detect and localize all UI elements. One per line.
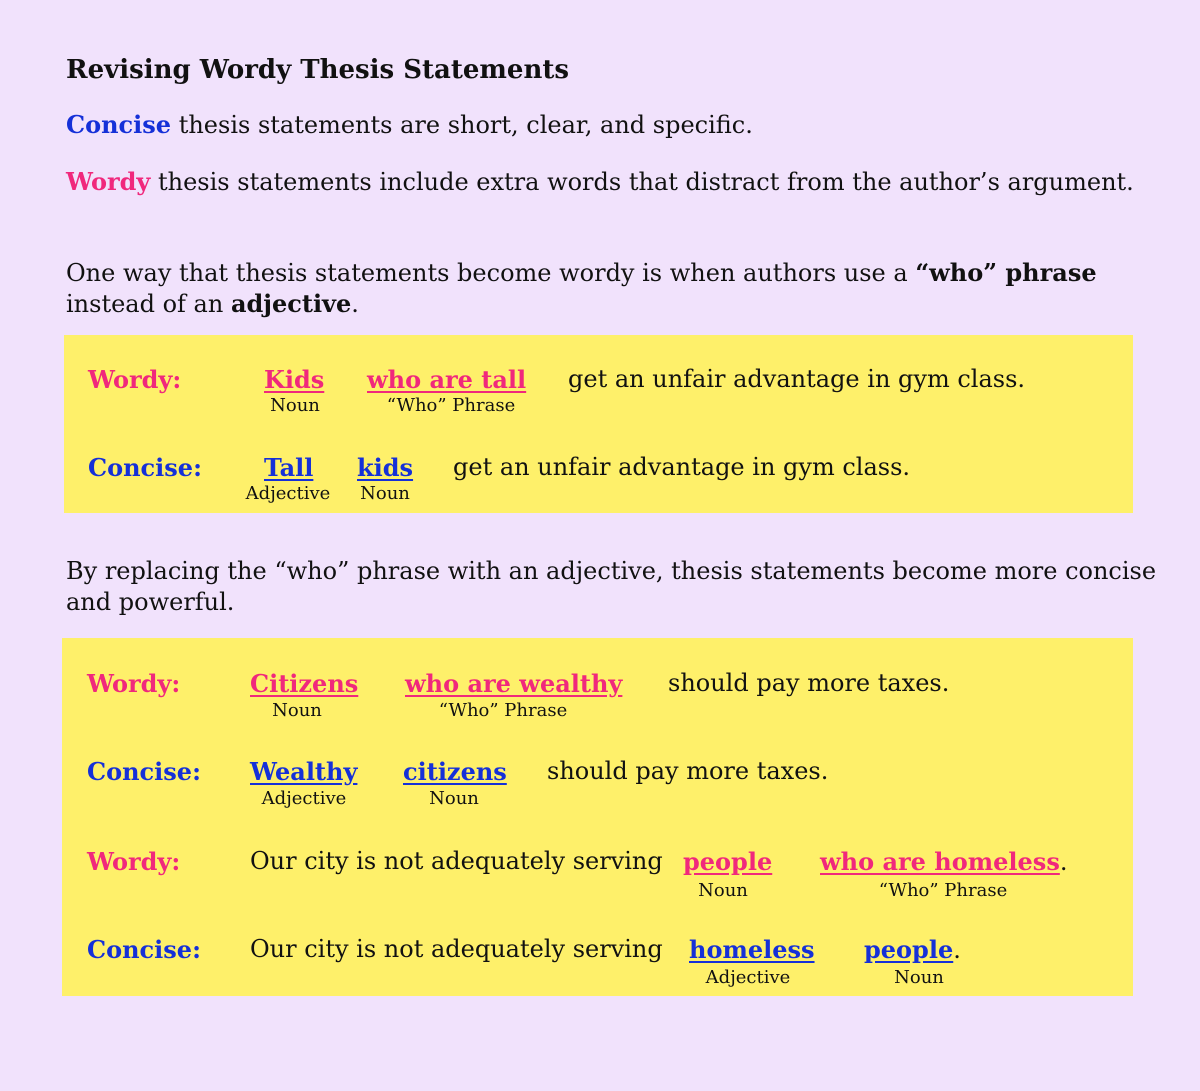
concise-adjective-word: homeless — [689, 935, 815, 964]
intro-line-2 — [66, 289, 359, 318]
concise-label: Concise: — [87, 935, 201, 964]
wordy-noun-word: Citizens — [250, 669, 359, 698]
sentence-lead: Our city is not adequately serving — [250, 935, 663, 963]
middle-line-1: By replacing the “who” phrase with an adjective, thesis statements become more concise — [66, 557, 1157, 585]
noun-caption: Noun — [894, 967, 944, 988]
who-phrase-word: who are wealthy — [405, 669, 623, 698]
concise-definition-text: thesis statements are short, clear, and specific. — [171, 111, 753, 139]
period: . — [1059, 848, 1068, 876]
concise-definition — [66, 110, 753, 139]
sentence-lead: Our city is not adequately serving — [250, 847, 663, 875]
adjective-caption: Adjective — [261, 788, 347, 809]
intro-adjective: adjective — [230, 289, 352, 318]
intro-text: One way that thesis statements become wordy is when authors use a — [66, 259, 916, 287]
sentence-rest: get an unfair advantage in gym class. — [453, 453, 911, 481]
noun-caption: Noun — [360, 483, 410, 504]
sentence-rest: should pay more taxes. — [547, 757, 829, 785]
concise-noun-word: people — [864, 935, 954, 964]
noun-caption: Noun — [270, 395, 320, 416]
noun-caption: Noun — [272, 700, 322, 721]
intro-text: instead of an — [66, 290, 231, 318]
sentence-rest: get an unfair advantage in gym class. — [568, 365, 1026, 393]
wordy-term: Wordy — [66, 167, 151, 196]
concise-label: Concise: — [87, 757, 201, 786]
concise-adjective-word: Wealthy — [250, 757, 358, 786]
intro-line-1 — [66, 258, 1097, 287]
noun-caption: Noun — [429, 788, 479, 809]
example-box-1 — [64, 335, 1133, 513]
concise-noun-word: citizens — [403, 757, 507, 786]
wordy-definition — [66, 167, 1134, 196]
concise-noun-word: kids — [357, 453, 414, 482]
who-phrase-word: who are tall — [367, 365, 527, 394]
who-phrase-sentence-end — [820, 847, 1067, 876]
noun-caption: Noun — [698, 880, 748, 901]
wordy-definition-text: thesis statements include extra words that distract from the author’s argument. — [150, 168, 1134, 196]
who-phrase-word: who are homeless — [820, 847, 1060, 876]
wordy-label: Wordy: — [87, 847, 181, 876]
middle-line-2: and powerful. — [66, 588, 235, 616]
who-phrase-caption: “Who” Phrase — [878, 880, 1008, 901]
page-title: Revising Wordy Thesis Statements — [66, 55, 570, 85]
period: . — [953, 936, 961, 964]
intro-who-phrase: “who” phrase — [915, 258, 1097, 287]
intro-period: . — [351, 290, 359, 318]
who-phrase-caption: “Who” Phrase — [438, 700, 568, 721]
concise-term: Concise — [66, 110, 172, 139]
who-phrase-caption: “Who” Phrase — [386, 395, 516, 416]
concise-noun-sentence-end — [864, 935, 961, 964]
wordy-label: Wordy: — [88, 365, 182, 394]
wordy-label: Wordy: — [87, 669, 181, 698]
wordy-noun-word: Kids — [264, 365, 325, 394]
concise-label: Concise: — [88, 453, 202, 482]
sentence-rest: should pay more taxes. — [668, 669, 950, 697]
adjective-caption: Adjective — [245, 483, 331, 504]
wordy-noun-word: people — [683, 847, 773, 876]
concise-adjective-word: Tall — [264, 453, 314, 482]
adjective-caption: Adjective — [705, 967, 791, 988]
